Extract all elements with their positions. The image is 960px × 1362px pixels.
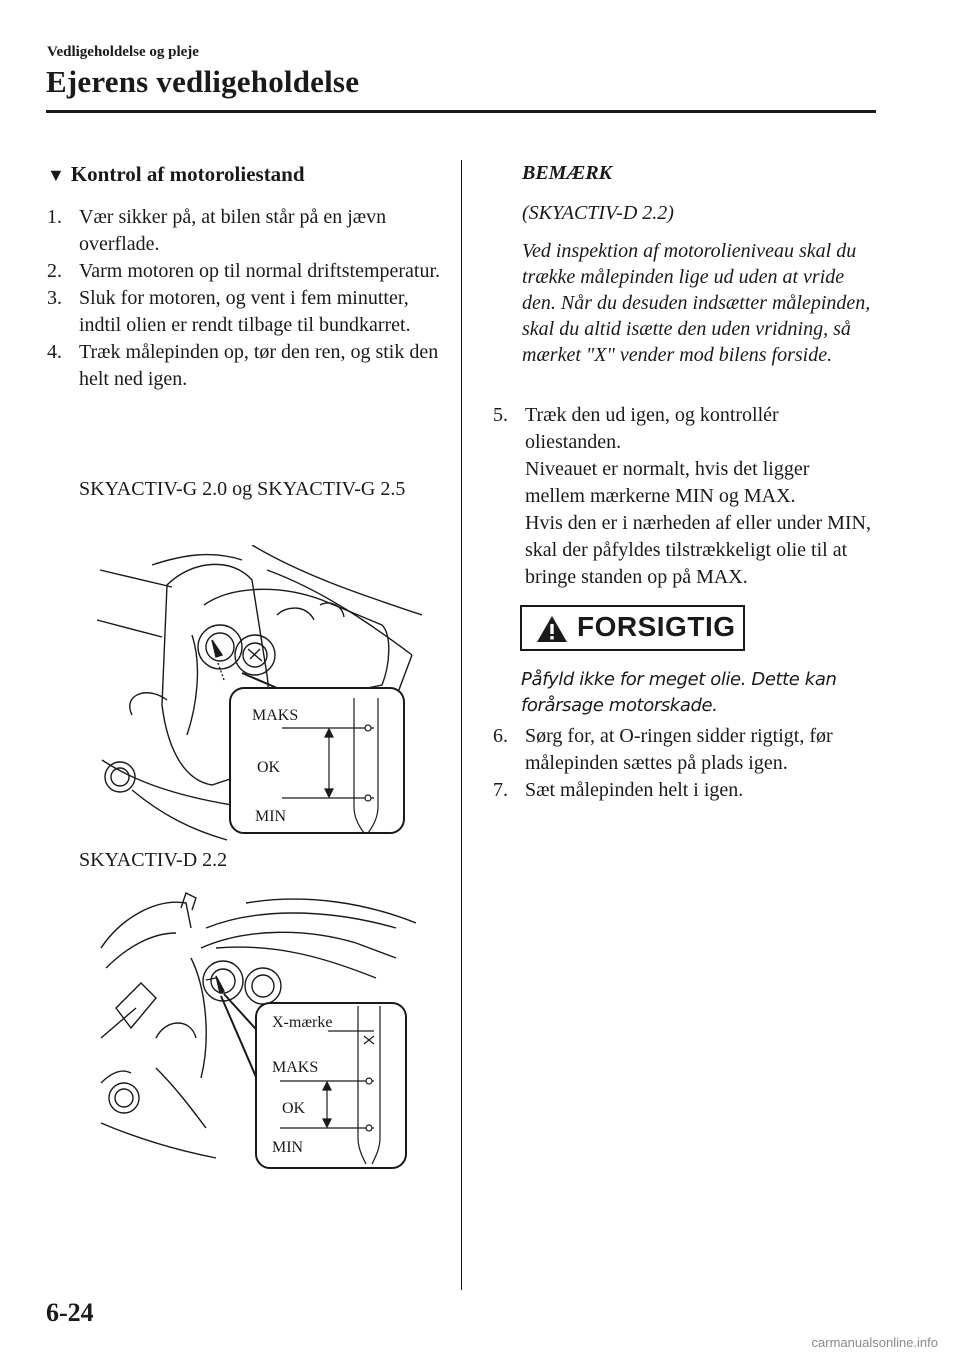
step-text: Niveauet er normalt, hvis det ligger mellem mærkerne MIN og MAX.: [525, 458, 810, 507]
steps-list-left: [47, 204, 452, 393]
figure-dipstick-g: [92, 545, 422, 845]
step-text: Sæt målepinden helt i igen.: [525, 779, 744, 801]
label-min: MIN: [255, 808, 287, 825]
step-number: 5.: [493, 404, 508, 426]
step-text: Varm motoren op til normal driftstemperatur.: [79, 260, 441, 282]
procedure-heading-text: Kontrol af motoroliestand: [70, 162, 305, 186]
figure-dipstick-d: [96, 888, 416, 1173]
header-rule: [46, 110, 876, 113]
step-text: Sluk for motoren, og vent i fem minutter, indtil olien er rendt tilbage til bundkarret.: [79, 287, 411, 336]
caution-label: FORSIGTIG: [577, 611, 736, 642]
label-maks: MAKS: [252, 707, 299, 724]
warning-triangle-icon: [535, 614, 569, 644]
step-number: 1.: [47, 206, 62, 228]
list-item: [493, 402, 873, 456]
step-number: 6.: [493, 725, 508, 747]
step-number: 2.: [47, 260, 62, 282]
page-title: Ejerens vedligeholdelse: [46, 64, 360, 99]
step-text: Sørg for, at O-ringen sidder rigtigt, før målepinden sættes på plads igen.: [525, 725, 833, 774]
watermark[interactable]: carmanualsonline.info: [811, 1335, 938, 1350]
step-text: Træk målepinden op, tør den ren, og stik den helt ned igen.: [79, 341, 439, 390]
list-item: [47, 339, 452, 393]
column-divider: [461, 160, 462, 1290]
note-model: (SKYACTIV-D 2.2): [522, 202, 674, 224]
figure-caption-d: SKYACTIV-D 2.2: [79, 849, 228, 871]
engine-line: [100, 570, 172, 587]
list-item: [47, 204, 452, 258]
procedure-heading: [47, 162, 305, 187]
list-item: [493, 723, 873, 777]
list-item: [493, 510, 873, 591]
label-maks: MAKS: [272, 1059, 319, 1076]
caution-text: Påfyld ikke for meget olie. Dette kan forårsage motorskade.: [521, 669, 837, 716]
list-item: [47, 285, 452, 339]
step-text: Vær sikker på, at bilen står på en jævn overflade.: [79, 206, 387, 255]
step-text: Træk den ud igen, og kontrollér oliestanden.: [525, 404, 779, 453]
note-title: BEMÆRK: [522, 162, 613, 184]
step-text: Hvis den er i nærheden af eller under MIN, skal der påfyldes tilstrækkeligt olie til at bringe standen op på MAX.: [525, 512, 871, 588]
step-number: 4.: [47, 341, 62, 363]
label-ok: OK: [257, 759, 281, 776]
step-number: 3.: [47, 287, 62, 309]
steps-list-right: [493, 402, 873, 591]
list-item: [493, 777, 873, 804]
steps-list-right-2: [493, 723, 873, 804]
figure-caption-g: SKYACTIV-G 2.0 og SKYACTIV-G 2.5: [79, 478, 406, 500]
page-number: 6-24: [46, 1298, 94, 1327]
caution-box: [520, 605, 745, 651]
list-item: [493, 456, 873, 510]
note-body: Ved inspektion af motorolieniveau skal du trække målepinden lige ud uden at vride den. Når du desuden indsætter målepinden, skal du altid isætte den uden vridning, så mærket "X" vender mod bilens forside.: [522, 240, 871, 366]
triangle-bullet-icon: ▼: [47, 165, 65, 185]
step-number: 7.: [493, 779, 508, 801]
section-label: Vedligeholdelse og pleje: [47, 44, 199, 60]
label-x-mark: X-mærke: [272, 1014, 333, 1031]
list-item: [47, 258, 452, 285]
label-min: MIN: [272, 1139, 304, 1156]
label-ok: OK: [282, 1100, 306, 1117]
